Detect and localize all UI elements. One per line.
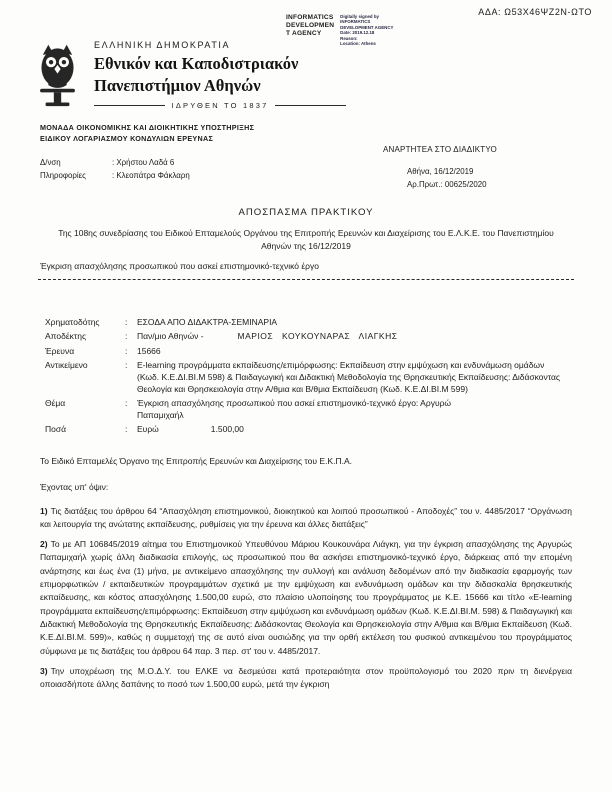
admin-unit-line2: ΕΙΔΙΚΟΥ ΛΟΓΑΡΙΑΣΜΟΥ ΚΟΝΔΥΛΙΩΝ ΕΡΕΥΝΑΣ xyxy=(40,133,214,143)
field-value: E-learning προγράμματα εκπαίδευσης/επιμόρφωσης: Εκπαίδευση στην εμψύχωση και ενδυνάμωση ομάδων (Κωδ. Κ.Ε.ΔΙ.ΒΙ.Μ 598) & Παιδαγωγική και Διδακτική Μεθοδολογία της Θρησκευτικής Εκπαίδευσης: Διδάσκοντας Θεολογία και Θρησκειολογία στην Α/θμια και Β/θμια Εκπαίδευση (Κωδ. Κ.Ε.ΔΙ.ΒΙ.Μ 599) xyxy=(137,360,561,394)
item-number: 3) xyxy=(40,665,48,676)
recipient-name: ΜΑΡΙΟΣ ΚΟΥΚΟΥΝΑΡΑΣ ΛΙΑΓΚΗΣ xyxy=(237,331,398,342)
field-colon: : xyxy=(125,360,128,371)
university-name-line1: Εθνικόν και Καποδιστριακόν xyxy=(94,54,299,73)
field-value: 15666 xyxy=(137,345,161,356)
stamp-agency-line: INFORMATICS xyxy=(286,14,334,21)
address-row xyxy=(40,157,190,170)
subject-line: Έγκριση απασχόλησης προσωπικού που ασκεί επιστημονικό-τεχνικό έργο xyxy=(40,261,319,271)
item-number: 2) xyxy=(40,539,48,550)
document-title: ΑΠΟΣΠΑΣΜΑ ΠΡΑΚΤΙΚΟΥ xyxy=(238,207,374,218)
field-label: Θέμα xyxy=(45,398,66,409)
field-colon: : xyxy=(125,331,128,342)
admin-unit-label xyxy=(40,123,254,144)
university-name-line2: Πανεπιστήμιον Αθηνών xyxy=(94,75,261,95)
field-value xyxy=(137,424,572,436)
stamp-signature-line: Date: 2019.12.18 xyxy=(340,30,375,36)
city-date: Αθήνα, 16/12/2019 xyxy=(407,167,474,176)
field-label: Ποσά xyxy=(45,424,67,435)
stamp-agency-line: T AGENCY xyxy=(286,30,322,37)
field-colon: : xyxy=(125,398,128,409)
consideration-item-1 xyxy=(40,505,572,532)
item-text: Το με ΑΠ 106845/2019 αίτημα του Επιστημονικού Υπευθύνου Μάριου Κουκουνάρα Λιάγκη, για την έγκριση απασχόλησης της Αργυρώς Παπαμιχαήλ χωρίς άλλη διαδικασία επιλογής, ως προσωπικού που θα ασκήσει επιστημονικό-τεχνικό έργο, διάρκειας από την επομένη ανάρτησης και έως ένα (1) μήνα, με αντικείμενο απασχόλησης την συλλογή και ανάλυση δεδομένων από την διαδικασία εφαρμογής των επιμορφωτικών / εκπαιδευτικών προγραμμάτων σχετικά με την εμψύχωση και ενδυνάμωση ομάδων και την διδασκαλία θρησκευτικής εκπαίδευσης, και κόστος απασχόλησης 1.500,00 ευρώ, στο πλαίσιο υλοποίησης του προγράμματος με Κ.Ε. 15666 και τίτλο «E-learning προγράμματα εκπαίδευσης/επιμόρφωσης: Εκπαίδευση στην εμψύχωση και ενδυνάμωση ομάδων (Κωδ. Κ.Ε.ΔΙ.ΒΙ.Μ. 598) & Παιδαγωγική και Διδακτική Μεθοδολογία της Θρησκευτικής Εκπαίδευσης: Διδάσκοντας Θεολογία και Θρησκειολογία στην Α/θμια και Β/θμια Εκπαίδευση (Κωδ. Κ.Ε.ΔΙ.ΒΙ.Μ. 599)», καθώς η συμμετοχή της σε αυτό είναι ουσιώδης για την ορθή εκτέλεση του φυσικού αντικειμένου του προγράμματος σύμφωνα με τις διατάξεις του άρθρου 64 παρ. 3 περ. στ' του ν. 4485/2017. xyxy=(40,539,572,656)
info-row xyxy=(40,170,190,183)
hellenic-republic-label: ΕΛΛΗΝΙΚΗ ΔΗΜΟΚΡΑΤΙΑ xyxy=(94,40,231,50)
date-protocol-block xyxy=(407,166,487,191)
founded-rule-right xyxy=(275,105,346,107)
info-label: Πληροφορίες xyxy=(40,170,86,180)
currency-label: Ευρώ xyxy=(137,424,159,435)
separator-dashed xyxy=(38,279,574,280)
object-row xyxy=(45,360,572,395)
session-description: Της 108ης συνεδρίασης του Ειδικού Επταμελούς Οργάνου της Επιτροπής Ερευνών και Διαχείρισης του Ε.Λ.Κ.Ε. του Πανεπιστημίου Αθηνών της 16/12/2019 xyxy=(58,228,554,251)
item-number: 1) xyxy=(40,505,48,516)
founded-banner xyxy=(94,101,346,110)
contact-block xyxy=(40,157,190,182)
field-label: Αντικείμενο xyxy=(45,360,88,371)
address-value: : Χρήστου Λαδά 6 xyxy=(112,158,175,167)
item-text: Την υποχρέωση της Μ.Ο.Δ.Υ. του ΕΛΚΕ να δεσμεύσει κατά προτεραιότητα στον προϋπολογισμό του 2020 πριν τη διενέργεια οποιασδήποτε άλλης δαπάνης το ποσό των 1.500,00 ευρώ, μετά την έγκριση xyxy=(40,665,572,690)
field-label: Αποδέκτης xyxy=(45,331,87,342)
university-owl-logo xyxy=(30,40,85,110)
field-colon: : xyxy=(125,424,128,435)
having-regard-label: Έχοντας υπ' όψιν: xyxy=(40,482,109,493)
field-label: Έρευνα xyxy=(45,345,75,356)
field-label: Χρηματοδότης xyxy=(45,317,100,327)
stamp-signature-line: Reason: xyxy=(340,35,358,41)
topic-row xyxy=(45,398,572,422)
web-posting-notice: ΑΝΑΡΤΗΤΕΑ ΣΤΟ ΔΙΑΔΙΚΤΥΟ xyxy=(383,145,497,154)
stamp-agency-line: DEVELOPMEN xyxy=(286,22,335,29)
address-label: Δ/νση xyxy=(40,158,61,167)
stamp-signature-line: DEVELOPMENT AGENCY xyxy=(340,24,394,30)
field-value: ΕΣΟΔΑ ΑΠΟ ΔΙΔΑΚΤΡΑ-ΣΕΜΙΝΑΡΙΑ xyxy=(137,317,278,327)
field-value xyxy=(137,331,572,343)
field-colon: : xyxy=(125,345,128,356)
research-row xyxy=(45,346,572,358)
document-body xyxy=(40,455,572,698)
field-value: Έγκριση απασχόλησης προσωπικού που ασκεί επιστημονικό-τεχνικό έργο: Αργυρώ Παπαμιχαήλ xyxy=(137,398,452,420)
field-colon: : xyxy=(125,317,128,327)
letterhead xyxy=(94,40,362,110)
admin-unit-line1: ΜΟΝΑΔΑ ΟΙΚΟΝΟΜΙΚΗΣ ΚΑΙ ΔΙΟΙΚΗΤΙΚΗΣ ΥΠΟΣΤΗΡΙΞΗΣ xyxy=(40,123,255,132)
founded-label: ΙΔΡΥΘΕΝ ΤΟ 1837 xyxy=(171,101,269,110)
funder-row xyxy=(45,317,572,329)
ada-code: ΑΔΑ: Ω53Χ46ΨΖ2Ν-ΩΤΟ xyxy=(478,7,592,17)
stamp-signature-line: INFORMATICS xyxy=(340,19,371,25)
protocol-number: Αρ.Πρωτ.: 00625/2020 xyxy=(407,179,487,189)
stamp-signature-line: Digitally signed by xyxy=(340,14,379,19)
consideration-item-2 xyxy=(40,538,572,658)
amount-value: 1.500,00 xyxy=(210,424,244,435)
founded-rule-left xyxy=(94,105,165,107)
stamp-signature-line: Location: Athens xyxy=(340,41,376,47)
metadata-fields xyxy=(45,317,572,439)
committee-intro: Το Ειδικό Επταμελές Όργανο της Επιτροπής Ερευνών και Διαχείρισης του Ε.Κ.Π.Α. xyxy=(40,456,352,466)
stamp-agency-name xyxy=(286,14,334,38)
info-value: : Κλεοπάτρα Φάκλαρη xyxy=(112,170,190,180)
recipient-prefix: Παν/μιο Αθηνών - xyxy=(137,331,204,342)
amount-row xyxy=(45,424,572,436)
consideration-item-3 xyxy=(40,665,572,692)
item-text: Τις διατάξεις του άρθρου 64 “Απασχόληση επιστημονικού, διοικητικού και λοιπού προσωπικού - Αποδοχές” του ν. 4485/2017 “Οργάνωση και λειτουργία της ανώτατης εκπαίδευσης, ρυθμίσεις για την έρευνα και άλλες διατάξεις” xyxy=(40,505,572,529)
recipient-row xyxy=(45,331,572,343)
